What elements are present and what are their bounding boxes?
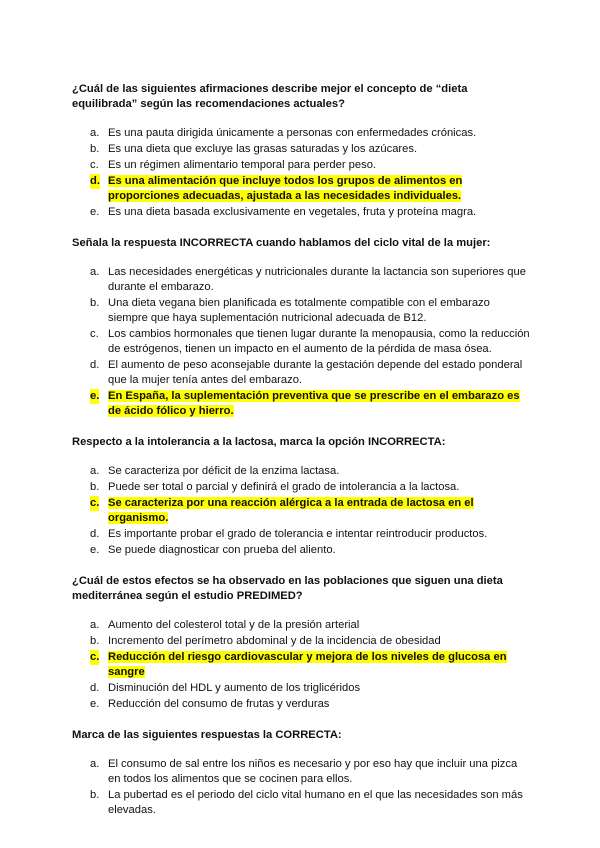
highlighted-answer: e. En España, la suplementación preventiva que se prescribe en el embarazo es de ácido fólico y hierro. <box>90 390 520 417</box>
question-2-options <box>72 265 532 419</box>
list-item: a. El consumo de sal entre los niños es necesario y por eso hay que incluir una pizca en todos los alimentos que se cocinen para ellos. <box>90 758 518 785</box>
list-item: c. Es un régimen alimentario temporal para perder peso. <box>90 159 377 171</box>
list-item: c. Los cambios hormonales que tienen lugar durante la menopausia, como la reducción de estrógenos, tienen un impacto en el aumento de la pérdida de masa ósea. <box>90 328 530 355</box>
list-item: e. Es una dieta basada exclusivamente en vegetales, fruta y proteína magra. <box>90 206 477 218</box>
list-item: e. Reducción del consumo de frutas y verduras <box>90 698 330 710</box>
list-item: a. Aumento del colesterol total y de la presión arterial <box>90 619 360 631</box>
list-item: b. La pubertad es el periodo del ciclo vital humano en el que las necesidades son más elevadas. <box>90 789 523 816</box>
question-5-title: Marca de las siguientes respuestas la CORRECTA: <box>72 729 342 741</box>
highlighted-answer: c. Reducción del riesgo cardiovascular y mejora de los niveles de glucosa en sangre <box>90 651 507 678</box>
list-item: b. Es una dieta que excluye las grasas saturadas y los azúcares. <box>90 143 418 155</box>
question-5-options <box>72 757 532 818</box>
list-item: d. Disminución del HDL y aumento de los triglicéridos <box>90 682 361 694</box>
question-2-title: Señala la respuesta INCORRECTA cuando hablamos del ciclo vital de la mujer: <box>72 237 491 249</box>
question-1-options <box>72 126 532 220</box>
list-item: d. El aumento de peso aconsejable durante la gestación depende del estado ponderal que la mujer tenía antes del embarazo. <box>90 359 523 386</box>
question-4-title: ¿Cuál de estos efectos se ha observado en las poblaciones que siguen una dieta mediterránea según el estudio PREDIMED? <box>72 575 503 602</box>
question-4-options <box>72 618 532 712</box>
list-item: b. Incremento del perímetro abdominal y de la incidencia de obesidad <box>90 635 441 647</box>
list-item: b. Puede ser total o parcial y definirá el grado de intolerancia a la lactosa. <box>90 481 460 493</box>
question-3-title: Respecto a la intolerancia a la lactosa, marca la opción INCORRECTA: <box>72 436 446 448</box>
list-item: b. Una dieta vegana bien planificada es totalmente compatible con el embarazo siempre que haya suplementación nutricional adecuada de B12. <box>90 297 490 324</box>
question-3-options <box>72 464 532 558</box>
highlighted-answer: d. Es una alimentación que incluye todos los grupos de alimentos en proporciones adecuadas, ajustada a las necesidades individuales. <box>90 175 463 202</box>
list-item: a. Las necesidades energéticas y nutricionales durante la lactancia son superiores que durante el embarazo. <box>90 266 526 293</box>
highlighted-answer: c. Se caracteriza por una reacción alérgica a la entrada de lactosa en el organismo. <box>90 497 474 524</box>
list-item: a. Es una pauta dirigida únicamente a personas con enfermedades crónicas. <box>90 127 477 139</box>
list-item: e. Se puede diagnosticar con prueba del aliento. <box>90 544 336 556</box>
document-page <box>72 82 532 834</box>
question-1-title: ¿Cuál de las siguientes afirmaciones describe mejor el concepto de “dieta equilibrada” según las recomendaciones actuales? <box>72 83 468 110</box>
list-item: a. Se caracteriza por déficit de la enzima lactasa. <box>90 465 340 477</box>
list-item: d. Es importante probar el grado de tolerancia e intentar reintroducir productos. <box>90 528 488 540</box>
